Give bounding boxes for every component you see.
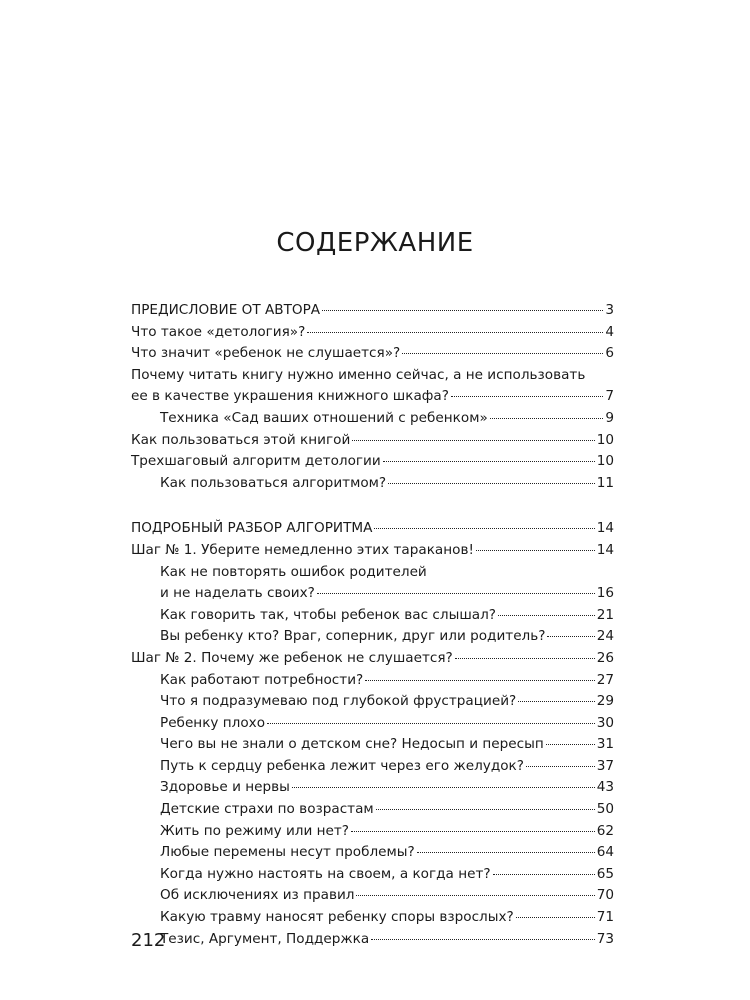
toc-entry-title-line: Почему читать книгу нужно именно сейчас, а не использовать [131, 366, 586, 383]
toc-entry [131, 670, 614, 692]
toc-entry [131, 777, 614, 799]
toc-entry-title: Когда нужно настоять на своем, а когда нет? [160, 865, 491, 882]
dot-leader [267, 723, 595, 724]
toc-entry [131, 821, 614, 843]
toc-entry-page: 24 [596, 628, 614, 645]
dot-leader [365, 680, 594, 681]
page-title: СОДЕРЖАНИЕ [276, 228, 474, 258]
dot-leader [417, 852, 595, 853]
toc-entry [131, 626, 614, 648]
toc-entry-title: Как пользоваться алгоритмом? [160, 474, 387, 491]
toc-section [131, 300, 614, 494]
toc-entry-title: Чего вы не знали о детском сне? Недосып и пересып [160, 736, 544, 753]
toc-entry-page: 31 [596, 736, 614, 753]
toc-entry-page: 10 [596, 431, 614, 448]
dot-leader [547, 636, 594, 637]
dot-leader [455, 658, 595, 659]
toc-entry [131, 713, 614, 735]
toc-entry-page: 50 [596, 801, 614, 818]
dot-leader [498, 615, 595, 616]
toc-entry-title-line: Как не повторять ошибок родителей [160, 563, 427, 580]
toc-entry-title: Шаг № 1. Уберите немедленно этих тараканов! [131, 541, 474, 558]
dot-leader [402, 353, 603, 354]
dot-leader [371, 939, 595, 940]
toc-entry [131, 648, 614, 670]
dot-leader [388, 483, 595, 484]
toc-entry-title: Шаг № 2. Почему же ребенок не слушается? [131, 649, 453, 666]
toc-entry-title: Детские страхи по возрастам [160, 801, 374, 818]
toc-entry-title: Как работают потребности? [160, 671, 364, 688]
toc-entry-title: Как пользоваться этой книгой [131, 431, 351, 448]
toc-section [131, 518, 614, 950]
toc-entry [131, 322, 614, 344]
toc-entry-page: 64 [596, 844, 614, 861]
dot-leader [546, 744, 595, 745]
toc-entry-page: 30 [596, 714, 614, 731]
page-number: 212 [131, 930, 166, 951]
toc-entry-page: 70 [596, 887, 614, 904]
toc-entry-title: Что значит «ребенок не слушается»? [131, 345, 401, 362]
toc-entry-page: 71 [596, 909, 614, 926]
dot-leader [516, 917, 595, 918]
toc-entry-title: Путь к сердцу ребенка лежит через его желудок? [160, 757, 524, 774]
toc-entry-page: 9 [605, 409, 614, 426]
dot-leader [376, 809, 595, 810]
toc-entry-title: Что такое «детология»? [131, 323, 306, 340]
dot-leader [356, 895, 594, 896]
toc-entry-page: 37 [596, 757, 614, 774]
toc-entry-page: 27 [596, 671, 614, 688]
toc-entry [131, 365, 614, 408]
toc-entry [131, 756, 614, 778]
toc-entry [131, 518, 614, 540]
toc-entry [131, 885, 614, 907]
toc-entry-title: Как говорить так, чтобы ребенок вас слышал? [160, 606, 497, 623]
toc-entry-title: ПОДРОБНЫЙ РАЗБОР АЛГОРИТМА [131, 520, 373, 537]
toc-entry [131, 929, 614, 951]
toc-entry [131, 473, 614, 495]
toc-entry [131, 734, 614, 756]
toc-entry-page: 6 [605, 345, 614, 362]
dot-leader [292, 787, 595, 788]
toc-entry [131, 300, 614, 322]
toc-entry-title: ПРЕДИСЛОВИЕ ОТ АВТОРА [131, 302, 321, 318]
toc-entry [131, 605, 614, 627]
toc-entry-page: 21 [596, 606, 614, 623]
toc-entry [131, 430, 614, 452]
toc-entry-title: Ребенку плохо [160, 714, 266, 731]
dot-leader [526, 766, 595, 767]
toc-entry-page: 65 [596, 865, 614, 882]
toc-entry-page: 7 [605, 388, 614, 405]
dot-leader [322, 310, 603, 311]
dot-leader [317, 593, 595, 594]
toc-entry [131, 343, 614, 365]
toc-entry [131, 799, 614, 821]
dot-leader [490, 418, 604, 419]
toc-entry-page: 10 [596, 453, 614, 470]
dot-leader [307, 332, 603, 333]
toc-entry-page: 14 [596, 520, 614, 537]
table-of-contents [131, 300, 614, 950]
toc-entry-page: 4 [605, 323, 614, 340]
toc-entry-title: Здоровье и нервы [160, 779, 290, 796]
toc-entry-title: Об исключениях из правил [160, 887, 355, 904]
toc-entry-title: Любые перемены несут проблемы? [160, 844, 415, 861]
toc-entry [131, 408, 614, 430]
toc-entry [131, 451, 614, 473]
dot-leader [352, 440, 594, 441]
toc-entry-title: Что я подразумеваю под глубокой фрустрацией? [160, 693, 517, 710]
toc-entry-page: 11 [596, 474, 614, 491]
toc-entry-page: 62 [596, 822, 614, 839]
toc-entry [131, 691, 614, 713]
toc-entry [131, 540, 614, 562]
dot-leader [351, 831, 595, 832]
toc-entry-page: 14 [596, 541, 614, 558]
toc-entry [131, 907, 614, 929]
dot-leader [518, 701, 594, 702]
toc-entry [131, 842, 614, 864]
dot-leader [374, 528, 594, 529]
dot-leader [493, 874, 595, 875]
toc-entry-title: Техника «Сад ваших отношений с ребенком» [160, 409, 488, 426]
dot-leader [383, 461, 595, 462]
toc-entry [131, 562, 614, 605]
toc-entry-page: 3 [605, 302, 614, 318]
toc-entry-title: Трехшаговый алгоритм детологии [131, 453, 381, 470]
toc-entry-page: 29 [596, 693, 614, 710]
toc-entry [131, 864, 614, 886]
toc-entry-title: Жить по режиму или нет? [160, 822, 350, 839]
toc-entry-page: 43 [596, 779, 614, 796]
toc-entry-title: ее в качестве украшения книжного шкафа? [131, 388, 449, 405]
toc-entry-title: и не наделать своих? [160, 585, 315, 602]
toc-entry-title: Вы ребенку кто? Враг, соперник, друг или родитель? [160, 628, 546, 645]
toc-entry-title: Какую травму наносят ребенку споры взрослых? [160, 909, 514, 926]
toc-entry-page: 16 [596, 585, 614, 602]
dot-leader [451, 396, 603, 397]
toc-entry-title: Тезис, Аргумент, Поддержка [160, 930, 370, 947]
toc-entry-page: 26 [596, 649, 614, 666]
toc-entry-page: 73 [596, 930, 614, 947]
dot-leader [476, 550, 595, 551]
